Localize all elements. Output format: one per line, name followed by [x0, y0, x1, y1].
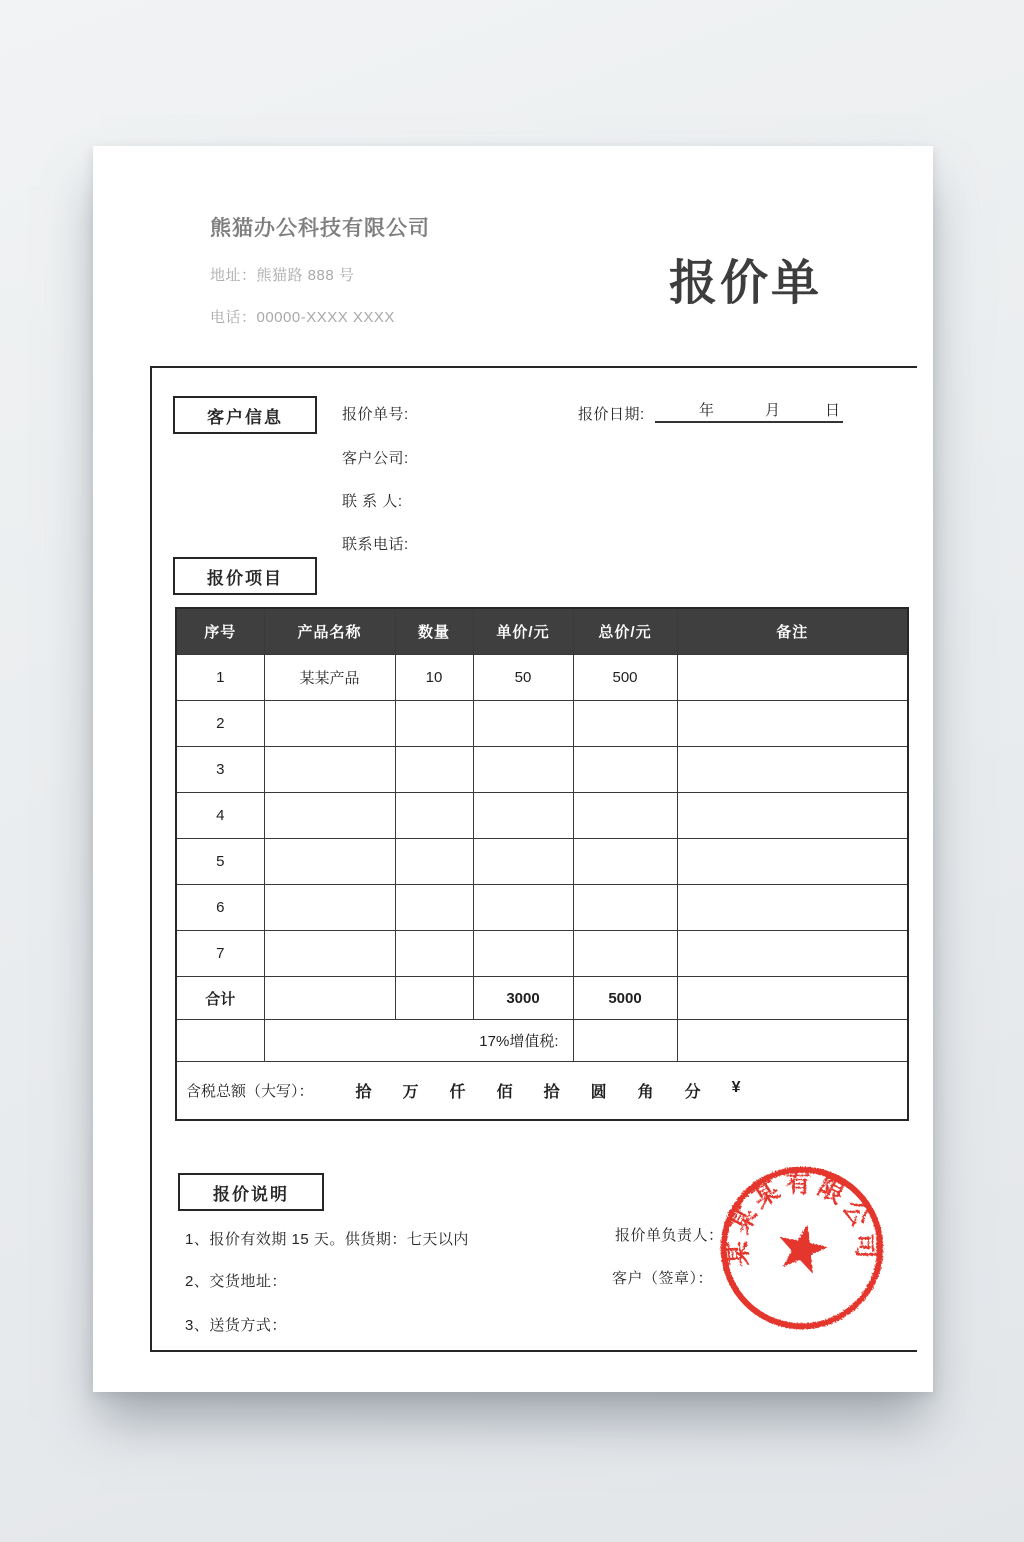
- item-cell[interactable]: [395, 931, 473, 977]
- company-seal-stamp: [715, 1160, 889, 1336]
- amount-unit: ¥: [731, 1078, 741, 1096]
- item-cell[interactable]: 某某产品: [264, 655, 395, 701]
- item-cell[interactable]: [573, 747, 677, 793]
- item-cell[interactable]: [677, 655, 908, 701]
- amount-words-row: [176, 1062, 908, 1120]
- quotation-page: [93, 146, 933, 1392]
- items-table-wrap: [175, 607, 909, 1121]
- total-row: [176, 977, 908, 1020]
- item-cell[interactable]: [395, 793, 473, 839]
- item-cell[interactable]: 6: [176, 885, 264, 931]
- item-cell[interactable]: [264, 793, 395, 839]
- quote-number-label: 报价单号:: [342, 406, 409, 423]
- amount-words-units: [356, 1079, 741, 1102]
- item-cell[interactable]: [264, 885, 395, 931]
- note-line: 1、报价有效期 15 天。供货期：七天以内: [185, 1231, 469, 1248]
- col-header-no: 序号: [176, 608, 264, 655]
- item-row: [176, 839, 908, 885]
- customer-company-label: 客户公司:: [342, 450, 409, 467]
- total-empty-cell[interactable]: [264, 977, 395, 1020]
- note-line: 2、交货地址：: [185, 1273, 287, 1290]
- item-cell[interactable]: 500: [573, 655, 677, 701]
- items-header-row: [176, 608, 908, 655]
- item-cell[interactable]: [395, 701, 473, 747]
- item-cell[interactable]: [677, 793, 908, 839]
- item-cell[interactable]: [395, 747, 473, 793]
- tax-note-cell[interactable]: [677, 1020, 908, 1062]
- col-header-unit-price: 单价/元: [473, 608, 573, 655]
- item-cell[interactable]: [677, 931, 908, 977]
- tax-label-cell: 17%增值税:: [264, 1020, 573, 1062]
- total-unit-price-cell[interactable]: 3000: [473, 977, 573, 1020]
- section-heading-notes: 报价说明: [178, 1173, 324, 1211]
- amount-words-cell: [176, 1062, 908, 1120]
- item-cell[interactable]: 3: [176, 747, 264, 793]
- amount-unit: 拾: [543, 1083, 560, 1101]
- amount-unit: 圆: [590, 1083, 607, 1101]
- amount-unit: 分: [684, 1083, 701, 1101]
- item-cell[interactable]: 2: [176, 701, 264, 747]
- item-row: [176, 885, 908, 931]
- company-name: 熊猫办公科技有限公司: [210, 217, 430, 240]
- item-cell[interactable]: [264, 931, 395, 977]
- section-heading-quote-items: 报价项目: [173, 557, 317, 595]
- document-title: 报价单: [669, 257, 823, 310]
- amount-words-label: 含税总额（大写）：: [186, 1082, 314, 1100]
- item-cell[interactable]: [573, 701, 677, 747]
- item-cell[interactable]: [573, 931, 677, 977]
- items-table: [175, 607, 909, 1121]
- quote-date-label: 报价日期:: [578, 406, 645, 423]
- item-row: [176, 747, 908, 793]
- total-note-cell[interactable]: [677, 977, 908, 1020]
- date-day-label: 日: [825, 402, 841, 419]
- amount-unit: 万: [402, 1083, 419, 1101]
- item-cell[interactable]: 4: [176, 793, 264, 839]
- item-row: [176, 931, 908, 977]
- total-price-cell[interactable]: 5000: [573, 977, 677, 1020]
- company-address: 地址：熊猫路 888 号: [210, 267, 355, 284]
- col-header-qty: 数量: [395, 608, 473, 655]
- amount-unit: 拾: [355, 1083, 372, 1101]
- item-cell[interactable]: [395, 885, 473, 931]
- item-cell[interactable]: [264, 701, 395, 747]
- customer-seal-label: 客户（签章）：: [612, 1270, 714, 1287]
- item-row: [176, 701, 908, 747]
- date-month-label: 月: [765, 402, 781, 419]
- contact-person-label: 联 系 人:: [342, 493, 403, 510]
- quote-date-blank[interactable]: [655, 399, 843, 423]
- company-phone: 电话：00000-XXXX XXXX: [210, 309, 395, 326]
- note-line: 3、送货方式：: [185, 1317, 287, 1334]
- total-empty-cell[interactable]: [395, 977, 473, 1020]
- tax-value-cell[interactable]: [573, 1020, 677, 1062]
- item-cell[interactable]: [573, 793, 677, 839]
- col-header-total-price: 总价/元: [573, 608, 677, 655]
- col-header-note: 备注: [677, 608, 908, 655]
- item-cell[interactable]: [473, 747, 573, 793]
- amount-unit: 角: [637, 1083, 654, 1101]
- item-cell[interactable]: [395, 839, 473, 885]
- item-cell[interactable]: [473, 701, 573, 747]
- amount-unit: 佰: [496, 1083, 513, 1101]
- date-year-label: 年: [699, 402, 715, 419]
- quote-manager-label: 报价单负责人：: [615, 1227, 724, 1244]
- tax-empty-cell[interactable]: [176, 1020, 264, 1062]
- item-row: [176, 655, 908, 701]
- contact-phone-label: 联系电话:: [342, 536, 409, 553]
- item-cell[interactable]: [264, 747, 395, 793]
- item-cell[interactable]: [677, 885, 908, 931]
- item-cell[interactable]: [573, 885, 677, 931]
- amount-unit: 仟: [449, 1083, 466, 1101]
- stamp-company-text: 某某某有限公司: [723, 1169, 880, 1267]
- item-row: [176, 793, 908, 839]
- section-heading-customer-info: 客户信息: [173, 396, 317, 434]
- item-cell[interactable]: [264, 839, 395, 885]
- items-body: [176, 655, 908, 977]
- item-cell[interactable]: 7: [176, 931, 264, 977]
- total-label-cell: 合计: [176, 977, 264, 1020]
- item-cell[interactable]: [573, 839, 677, 885]
- item-cell[interactable]: [473, 885, 573, 931]
- tax-row: [176, 1020, 908, 1062]
- item-cell[interactable]: [677, 747, 908, 793]
- item-cell[interactable]: [473, 793, 573, 839]
- item-cell[interactable]: 50: [473, 655, 573, 701]
- item-cell[interactable]: [473, 839, 573, 885]
- stamp-star-icon: [779, 1224, 828, 1273]
- item-cell[interactable]: [473, 931, 573, 977]
- item-cell[interactable]: [677, 701, 908, 747]
- item-cell[interactable]: 10: [395, 655, 473, 701]
- item-cell[interactable]: 5: [176, 839, 264, 885]
- col-header-product: 产品名称: [264, 608, 395, 655]
- item-cell[interactable]: 1: [176, 655, 264, 701]
- item-cell[interactable]: [677, 839, 908, 885]
